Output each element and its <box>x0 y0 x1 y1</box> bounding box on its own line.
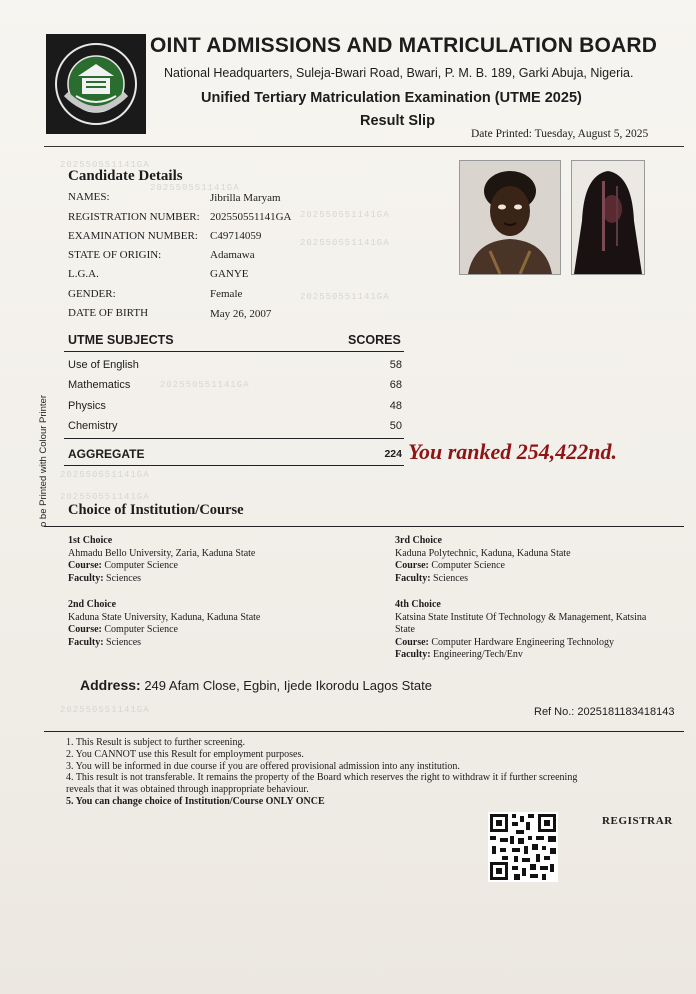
course-label: Course: <box>395 636 429 648</box>
field-label-dob: DATE OF BIRTH <box>68 307 149 319</box>
note-item: 2. You CANNOT use this Result for employment purposes. <box>66 748 304 760</box>
field-label-names: NAMES: <box>68 191 110 203</box>
choice-institution: Katsina State Institute Of Technology & Management, Katsina <box>395 611 647 623</box>
jamb-logo <box>46 34 146 134</box>
field-label-lga: L.G.A. <box>68 268 99 280</box>
candidate-portrait-icon <box>460 161 560 274</box>
board-title: OINT ADMISSIONS AND MATRICULATION BOARD <box>150 34 658 57</box>
header-divider <box>44 146 684 147</box>
registrar-label: REGISTRAR <box>602 815 673 827</box>
choice-institution-cont: State <box>395 624 415 636</box>
choices-title: Choice of Institution/Course <box>68 502 244 518</box>
candidate-photo-secondary <box>571 160 645 275</box>
footer-divider <box>44 731 684 732</box>
watermark-row: 202550551141GA <box>160 380 250 390</box>
field-value-gender: Female <box>210 288 243 300</box>
choice-faculty: Sciences <box>106 572 142 584</box>
address-label: Address: <box>80 677 141 693</box>
choice-1 <box>68 535 255 585</box>
date-printed: Date Printed: Tuesday, August 5, 2025 <box>471 128 649 140</box>
field-value-dob: May 26, 2007 <box>210 308 272 320</box>
choice-faculty: Sciences <box>433 572 469 584</box>
subject-name: Mathematics <box>68 379 131 391</box>
candidate-photo <box>459 160 561 275</box>
side-print-note: o be Printed with Colour Printer <box>38 394 49 527</box>
aggregate-divider-bottom <box>64 465 404 466</box>
watermark-row: 202550551141GA <box>60 492 150 502</box>
field-value-state: Adamawa <box>210 249 255 261</box>
choice-course: Computer Hardware Engineering Technology <box>431 636 615 648</box>
choice-2 <box>68 599 260 649</box>
note-item: reveals that it was obtained through inappropriate behaviour. <box>66 784 309 796</box>
choices-divider <box>44 526 684 527</box>
watermark-row: 202550551141GA <box>60 470 150 480</box>
watermark-row: 202550551141GA <box>300 210 390 220</box>
candidate-address <box>80 677 432 693</box>
subject-name: Use of English <box>68 359 139 371</box>
candidate-details-title: Candidate Details <box>68 168 183 184</box>
aggregate-value: 224 <box>384 448 402 460</box>
aggregate-label: AGGREGATE <box>68 447 145 461</box>
choice-title: 2nd Choice <box>68 599 117 610</box>
subject-name: Chemistry <box>68 420 118 432</box>
notes-list <box>66 737 666 808</box>
watermark-row: 202550551141GA <box>300 238 390 248</box>
course-label: Course: <box>395 560 429 572</box>
course-label: Course: <box>68 624 102 636</box>
subjects-header: UTME SUBJECTS <box>68 333 174 347</box>
field-value-reg-number: 202550551141GA <box>210 211 292 223</box>
choice-faculty: Sciences <box>106 636 142 648</box>
watermark-row: 202550551141GA <box>60 705 150 715</box>
subject-score: 58 <box>389 359 402 371</box>
scores-header: SCORES <box>348 333 401 347</box>
choice-4 <box>395 599 646 662</box>
faculty-label: Faculty: <box>68 636 104 648</box>
watermark-row: 202550551141GA <box>150 183 240 193</box>
qr-code <box>488 812 558 882</box>
exam-name: Unified Tertiary Matriculation Examination (UTME 2025) <box>201 90 582 106</box>
choice-course: Computer Science <box>104 624 178 636</box>
watermark-row: 202550551141GA <box>60 160 150 170</box>
field-value-lga: GANYE <box>210 268 249 280</box>
subject-score: 68 <box>389 379 402 391</box>
watermark-row: 202550551141GA <box>300 292 390 302</box>
note-item: 4. This result is not transferable. It remains the property of the Board which reserves the right to withdraw it if further screening <box>66 772 578 784</box>
document-type: Result Slip <box>360 113 435 129</box>
note-item: 1. This Result is subject to further screening. <box>66 737 245 748</box>
subject-name: Physics <box>68 400 106 412</box>
field-value-names: Jibrilla Maryam <box>210 192 281 204</box>
note-item: 3. You will be informed in due course if you are offered provisional admission into any institution. <box>66 760 460 772</box>
qr-code-icon <box>488 812 558 882</box>
board-address: National Headquarters, Suleja-Bwari Road, Bwari, P. M. B. 189, Garki Abuja, Nigeria. <box>164 66 634 80</box>
choice-institution: Ahmadu Bello University, Zaria, Kaduna State <box>68 547 256 559</box>
jamb-seal-icon <box>46 34 146 134</box>
field-label-gender: GENDER: <box>68 288 116 300</box>
rank-text: You ranked 254,422nd. <box>408 439 618 464</box>
choice-title: 3rd Choice <box>395 535 442 546</box>
address-value: 249 Afam Close, Egbin, Ijede Ikorodu Lagos State <box>144 678 432 693</box>
choice-institution: Kaduna State University, Kaduna, Kaduna State <box>68 611 261 623</box>
reference-number: Ref No.: 2025181183418143 <box>534 706 675 718</box>
faculty-label: Faculty: <box>68 572 104 584</box>
choice-title: 4th Choice <box>395 599 441 610</box>
note-item: 5. You can change choice of Institution/Course ONLY ONCE <box>66 795 325 807</box>
subject-score: 50 <box>389 420 402 432</box>
choice-title: 1st Choice <box>68 535 113 546</box>
subject-score: 48 <box>389 400 402 412</box>
choice-course: Computer Science <box>431 560 505 572</box>
choice-faculty: Engineering/Tech/Env <box>433 649 523 661</box>
scores-header-divider <box>64 351 404 352</box>
faculty-label: Faculty: <box>395 649 431 661</box>
faculty-label: Faculty: <box>395 572 431 584</box>
aggregate-divider-top <box>64 438 404 439</box>
choice-3 <box>395 535 571 585</box>
field-label-reg-number: REGISTRATION NUMBER: <box>68 211 200 223</box>
field-value-exam-number: C49714059 <box>210 230 262 242</box>
course-label: Course: <box>68 560 102 572</box>
field-label-state: STATE OF ORIGIN: <box>68 249 162 261</box>
choice-course: Computer Science <box>104 560 178 572</box>
choice-institution: Kaduna Polytechnic, Kaduna, Kaduna State <box>395 547 571 559</box>
candidate-silhouette-icon <box>572 161 644 274</box>
field-label-exam-number: EXAMINATION NUMBER: <box>68 230 198 242</box>
